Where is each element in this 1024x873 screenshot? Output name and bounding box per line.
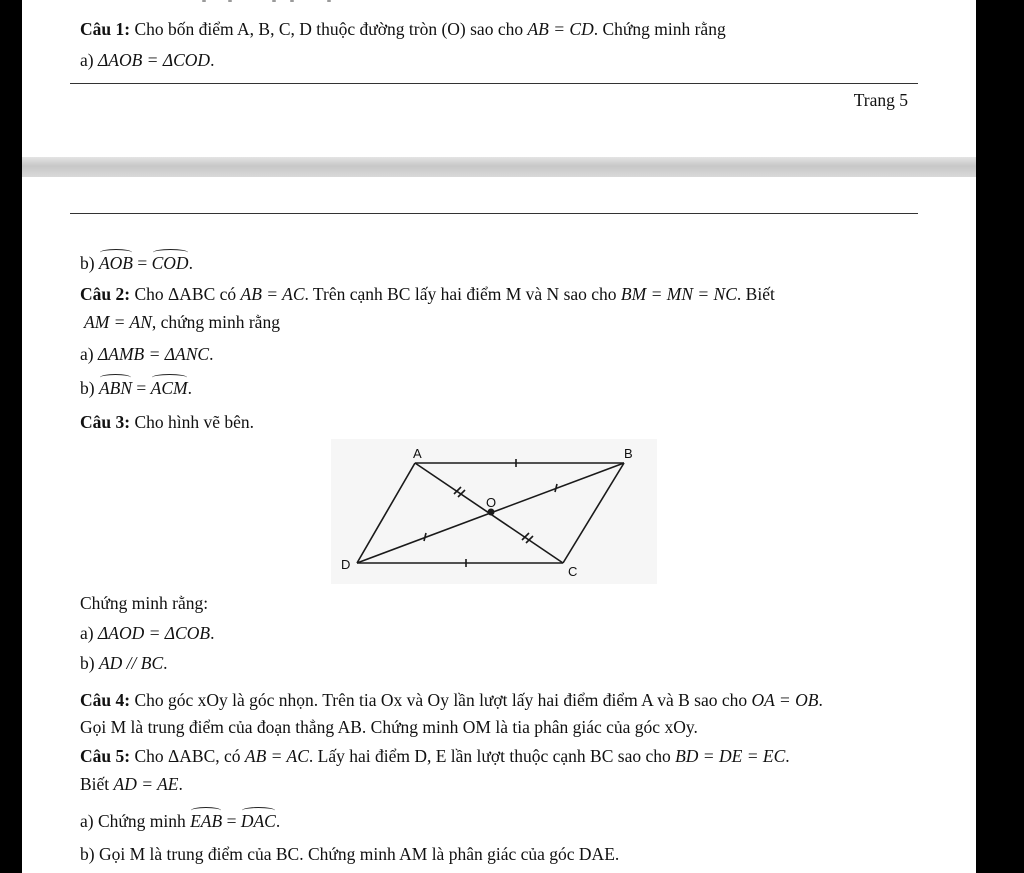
q2-title: Câu 2: xyxy=(80,284,131,304)
parallelogram-diagram xyxy=(331,439,657,584)
page-top-fragment-dot xyxy=(290,0,294,2)
q2-b-label: b) xyxy=(80,378,95,398)
page-top-fragment-dot xyxy=(202,0,206,2)
label-d: D xyxy=(341,557,351,572)
q5-line-2 xyxy=(80,773,183,795)
q5-a-line xyxy=(80,810,280,832)
label-c: C xyxy=(568,564,578,579)
q1-b-angle-1: AOB xyxy=(98,253,133,273)
header-rule xyxy=(70,213,918,214)
q1-tail: . Chứng minh rằng xyxy=(593,19,726,39)
q2-b-tail: . xyxy=(187,378,192,398)
q1-a-line xyxy=(80,49,214,71)
q1-b-equals: = xyxy=(137,253,148,273)
q5-b-line: b) Gọi M là trung điểm của BC. Chứng minh AM là phân giác của góc DAE. xyxy=(80,844,620,864)
page-top-fragment-dot xyxy=(327,0,331,2)
q5-a-equals: = xyxy=(226,811,237,831)
q1-a-math: ΔAOB = ΔCOD xyxy=(97,50,211,70)
page-number: Trang 5 xyxy=(853,90,908,110)
q5-a-text: a) Chứng minh xyxy=(80,811,186,831)
q3-line xyxy=(80,411,254,433)
tick-od xyxy=(424,533,426,541)
q5-title: Câu 5: xyxy=(80,746,131,766)
q2-text: Cho ΔABC có xyxy=(134,284,237,304)
q4-line xyxy=(80,689,823,711)
q2-b-line xyxy=(80,377,192,399)
q1-a-label: a) xyxy=(80,50,94,70)
q2-math-2: BM = MN = NC xyxy=(620,284,737,304)
q2-a-tail: . xyxy=(209,344,214,364)
q1-b-label: b) xyxy=(80,253,95,273)
q5-text: Cho ΔABC, có xyxy=(134,746,241,766)
label-a: A xyxy=(413,446,422,461)
q3-a-line xyxy=(80,622,214,644)
q1-text: Cho bốn điểm A, B, C, D thuộc đường tròn (O) sao cho xyxy=(134,19,524,39)
q3-prove-heading: Chứng minh rằng: xyxy=(80,593,209,613)
page-gap xyxy=(22,157,976,177)
q2-a-label: a) xyxy=(80,344,94,364)
q3-b-label: b) xyxy=(80,653,95,673)
side-bc xyxy=(563,463,624,563)
q4-math: OA = OB xyxy=(751,690,819,710)
q1-line xyxy=(80,18,726,40)
q2-line-2 xyxy=(84,311,280,333)
q5-line xyxy=(80,745,790,767)
q2-text-4: , chứng minh rằng xyxy=(151,312,280,332)
q5-math-2: BD = DE = EC xyxy=(675,746,786,766)
q2-b-equals: = xyxy=(136,378,147,398)
q3-a-math: ΔAOD = ΔCOB xyxy=(97,623,211,643)
q2-math-3: AM = AN xyxy=(84,312,152,332)
q5-given: Biết xyxy=(80,774,110,794)
q2-text-2: . Trên cạnh BC lấy hai điểm M và N sao cho xyxy=(304,284,617,304)
q3-b-tail: . xyxy=(163,653,168,673)
q3-a-tail: . xyxy=(210,623,215,643)
page-top xyxy=(22,0,976,157)
q5-a-tail: . xyxy=(275,811,281,831)
q2-a-line xyxy=(80,343,213,365)
q5-tail-2: . xyxy=(178,774,183,794)
q5-a-angle-1: EAB xyxy=(190,811,223,831)
q1-a-tail: . xyxy=(210,50,215,70)
q2-text-3: . Biết xyxy=(736,284,775,304)
footer-rule xyxy=(70,83,918,84)
label-b: B xyxy=(624,446,633,461)
q2-b-angle-2: ACM xyxy=(150,378,188,398)
q5-text-3: . xyxy=(785,746,790,766)
page-top-fragment-dot xyxy=(272,0,276,2)
q4-text: Cho góc xOy là góc nhọn. Trên tia Ox và Oy lần lượt lấy hai điểm điểm A và B sao cho xyxy=(134,690,748,710)
q3-figure xyxy=(331,439,657,584)
label-o: O xyxy=(486,495,497,510)
q2-a-math: ΔAMB = ΔANC xyxy=(97,344,210,364)
q5-text-2: . Lấy hai điểm D, E lần lượt thuộc cạnh BC sao cho xyxy=(308,746,671,766)
q3-a-label: a) xyxy=(80,623,94,643)
q2-line xyxy=(80,283,775,305)
side-da xyxy=(357,463,415,563)
q5-math-1: AB = AC xyxy=(244,746,309,766)
q3-b-math: AD // BC xyxy=(98,653,164,673)
q3-text: Cho hình vẽ bên. xyxy=(134,412,255,432)
q4-tail: . xyxy=(818,690,823,710)
tick-ob xyxy=(555,484,557,492)
q2-math-1: AB = AC xyxy=(240,284,305,304)
q1-b-angle-2: COD xyxy=(151,253,189,273)
q5-a-angle-2: DAC xyxy=(240,811,276,831)
q1-b-tail: . xyxy=(188,253,193,273)
page-top-fragment-dot xyxy=(228,0,232,2)
q2-b-angle-1: ABN xyxy=(98,378,133,398)
q1-math: AB = CD xyxy=(527,19,594,39)
q1-b-line xyxy=(80,252,193,274)
q1-title: Câu 1: xyxy=(80,19,131,39)
q5-math-3: AD = AE xyxy=(113,774,179,794)
q3-title: Câu 3: xyxy=(80,412,131,432)
q4-text-2: Gọi M là trung điểm của đoạn thẳng AB. Chứng minh OM là tia phân giác của góc xOy. xyxy=(80,717,698,737)
q3-b-line xyxy=(80,652,168,674)
q4-title: Câu 4: xyxy=(80,690,131,710)
